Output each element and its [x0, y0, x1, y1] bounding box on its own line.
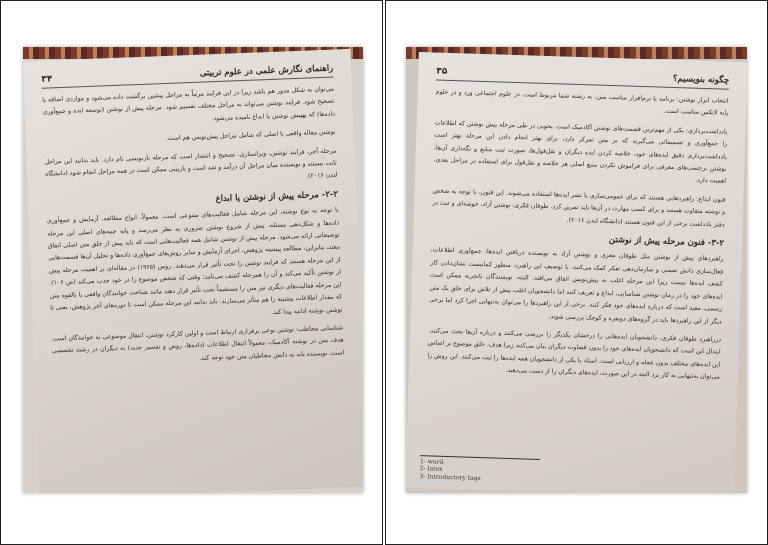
- running-head: [436, 66, 729, 89]
- paragraph: فنون ابداع: راهبردهایی هستند که برای عمومی‌سازی یا نشر ایده‌ها استفاده می‌شوند. این فنون، با توجه به شخص و نوشته متفاوت هستند و برای کسب مهارت در آن‌ها باید تمرین کرد. طوفان فکری، نوشتن آزاد، خوشه‌ای و ثبت در دفتر یادداشت برخی از این فنون هستند (دانشگاه لندن ۲۰۱۶).: [432, 187, 726, 229]
- footnote: 1- word: [419, 457, 444, 466]
- book-page-left: [23, 49, 363, 493]
- paragraph: مرحله آخر، فرایند نوشتن، ویراستاری، تصحیح و انتشار است که مرحله بازنویسی نام دارد. باید بدانید این مراحل ثابت نیستند و نویسنده میان مراحل آن درآمد و شد است و بازبینی ممکن است در همه مراحل انجام شود (دانشگاه لندن ۲۰۱۶).: [44, 147, 338, 181]
- running-head-title: چگونه بنویسیم؟: [672, 73, 730, 86]
- book-page-right: [406, 52, 747, 493]
- paragraph: یادداشت‌برداری: یکی از مهم‌ترین قسمت‌های نوشتن آکادمیک است. بخوبی در طی مرحله پیش نوشتن که اطلاعات را جمع‌آوری و تصمیماتی می‌گیرید که بر متن تمرکز دارد، برای بهتر انجام دادن این مرحله بهتر است یادداشت‌برداری دقیق ایده‌های خود، خلاصه کردن ایده دیگران و نقل‌قول‌ها، صورت ثبت منابع و نگه‌داری آن‌ها، نوشتن برچسب‌های معرفی برای فراموش نکردن منبع اصلی هر خلاصه و نقل‌قول برای استفاده در مراحل بعدی، اهمیت دارد.: [433, 119, 728, 186]
- paragraph: می‌توان به شکل مدور هم باشد زیرا در این فرایند مرتباً به مراحل پیشین برگشت داده می‌شود و مواردی اضافه یا تصحیح شود. فرایند نوشتن می‌تواند به مراحل مختلف تقسیم شود. مرحله پیش از نوشتن (توسعه ایده و جمع‌آوری داده‌ها) که بهپیش نوشتن یا ابداع نامیده می‌شود.: [42, 85, 336, 123]
- left-page-frame: [0, 0, 383, 545]
- section-heading: ۲-۲- مرحله پیش از نوشتن یا ابداع: [215, 189, 339, 204]
- paragraph: راهبردهای پیش از نوشتن مثل طوفان مغزی و نوشتن آزاد به نویسنده دریافتن ایده‌ها، جمع‌آوری اطلاعات، فعال‌سازی دانش ضمنی و سازمان‌دهی تفکر کمک می‌کنند. با توصیف این راهبرد، منظور کمانیست نشان‌دادن کار کشف ایده‌ها نیست زیرا این مرحله اغلب به پیش‌نویس اتفاق می‌افتد. البته، نویسندگان باتجربه ممکن است ایده‌های خود را در زمان نوشتن شناسایی، ابداع و تعریف کنند اما دانشجویان اغلب پیش از تلاش برای خلق یک متن رسمی، مفید است که درباره ایده‌های خود فکر کنند. برخی از این راهبردها را می‌توان به‌تنهایی اجرا کرد اما برخی دیگر از این راهبردها باید در گروه‌های دونفره و کوچک بررسی شوند.: [429, 246, 724, 326]
- footnote: 2- latex: [419, 465, 443, 473]
- section-heading: ۳-۲- فنون مرحله پیش از نوشتن: [608, 235, 725, 249]
- footnotes: [419, 455, 560, 485]
- left-page-photo: [23, 47, 363, 493]
- right-page-photo: [406, 47, 747, 493]
- paragraph: درراهبرد طوفان فکری، دانشجویان ایده‌هایی را درخشان یکدیگر را بررسی می‌کنند و درباره آن‌ها بحث می‌کنند. ابتدال این است که دانشجویان ایده‌های خود را بدون قضاوت دیگران بیان می‌کنند زیرا هدف، خلق موضوع بر اساس این ایده‌های مختلف بدون عجله و ارزیابی است. استاد یا یکی از دانشجویان همه ایده‌ها را ثبت می‌کنند. این روش را می‌توان به‌تنهایی به کار برد البته در این صورت، ایده‌های دیگران را از دست می‌دهید.: [427, 327, 722, 381]
- page-number: ۳۴: [41, 74, 53, 85]
- paragraph: انتخاب ابزار نوشتن: برنامه یا نرم‌افزار مناسب متن، به رشته شما مربوط است. در علوم اجتماعی ورد و در علوم پایه لاتکس مناسب است.: [435, 88, 729, 118]
- paragraph: شناسایی مخاطب: نوشتن نوعی برقراری ارتباط است و اولین کارکرد نوشتن، انتقال موضوعی به خوانندگان است. هدف متن در نوشته آکادمیک، معمولاً انتقال اطلاعات (داده‌ها، روش و تفسیر جدید) به دیگران در رشته تخصصی است. نویسنده باید به دانش مخاطبان متن خود توجه کند.: [51, 324, 345, 362]
- right-page-frame: [385, 0, 768, 545]
- footnote: 3- Introductory tags: [419, 472, 481, 482]
- page-body: [42, 84, 344, 371]
- page-body: [427, 86, 729, 384]
- page-number: ۳۵: [436, 66, 448, 77]
- paragraph: با توجه به نوع نوشته، این مرحله شامل فعالیت‌های متنوعی است. معمولاً، انواع مطالعه، آزمایش و جمع‌آوری داده‌ها و شکل‌دهی مسئله، پیش از شروع نوشتن ضروری به نظر می‌رسد و پایه جنبه‌های اصلی این مرحله توضیحاتی ارائه می‌شود. مرحله پیش از نوشتن شامل همه فعالیت‌هایی است که باید پیش از خلق متن اصلی اتفاق بیفتد، بنابراین، مطالعه پیشینه پژوهش، اجرای آزمایش و سایر روش‌های جمع‌آوری داده‌ها و تحلیل آن‌ها قسمت‌هایی از این مرحله هستند که فرایند نوشتن را تحت تأثیر قرار می‌دهند. روس (۱۹۶۵) در مقاله‌ای بر اهمیت مرحله پیش از نوشتن تأکید می‌کند و آن را همرحله کشف می‌نامد؛ وقتی که شخص موضوع را در خود جذب می‌کند (ص ۱۰۶). این مرحله فعالیت‌های دیگری نیز متن را مستقیماً تحت تأثیر قرار دهند مانند شناخت خوانندگان واقعی یا بالقوه متن که مقدار اطلاعات پیشینه را هم متأثر می‌سازند. باید بدانید این مرحله ممکن است تا دوره‌های آخر پژوهش، یعنی تا نوشتن نوشته ادامه پیدا کند.: [46, 206, 343, 316]
- paragraph: نوشتن مقاله واقعی یا اصلی که شامل مراحل پیش‌نویس هم است.: [165, 128, 336, 143]
- running-head-title: راهنمای نگارش علمی در علوم تربیتی: [199, 63, 334, 79]
